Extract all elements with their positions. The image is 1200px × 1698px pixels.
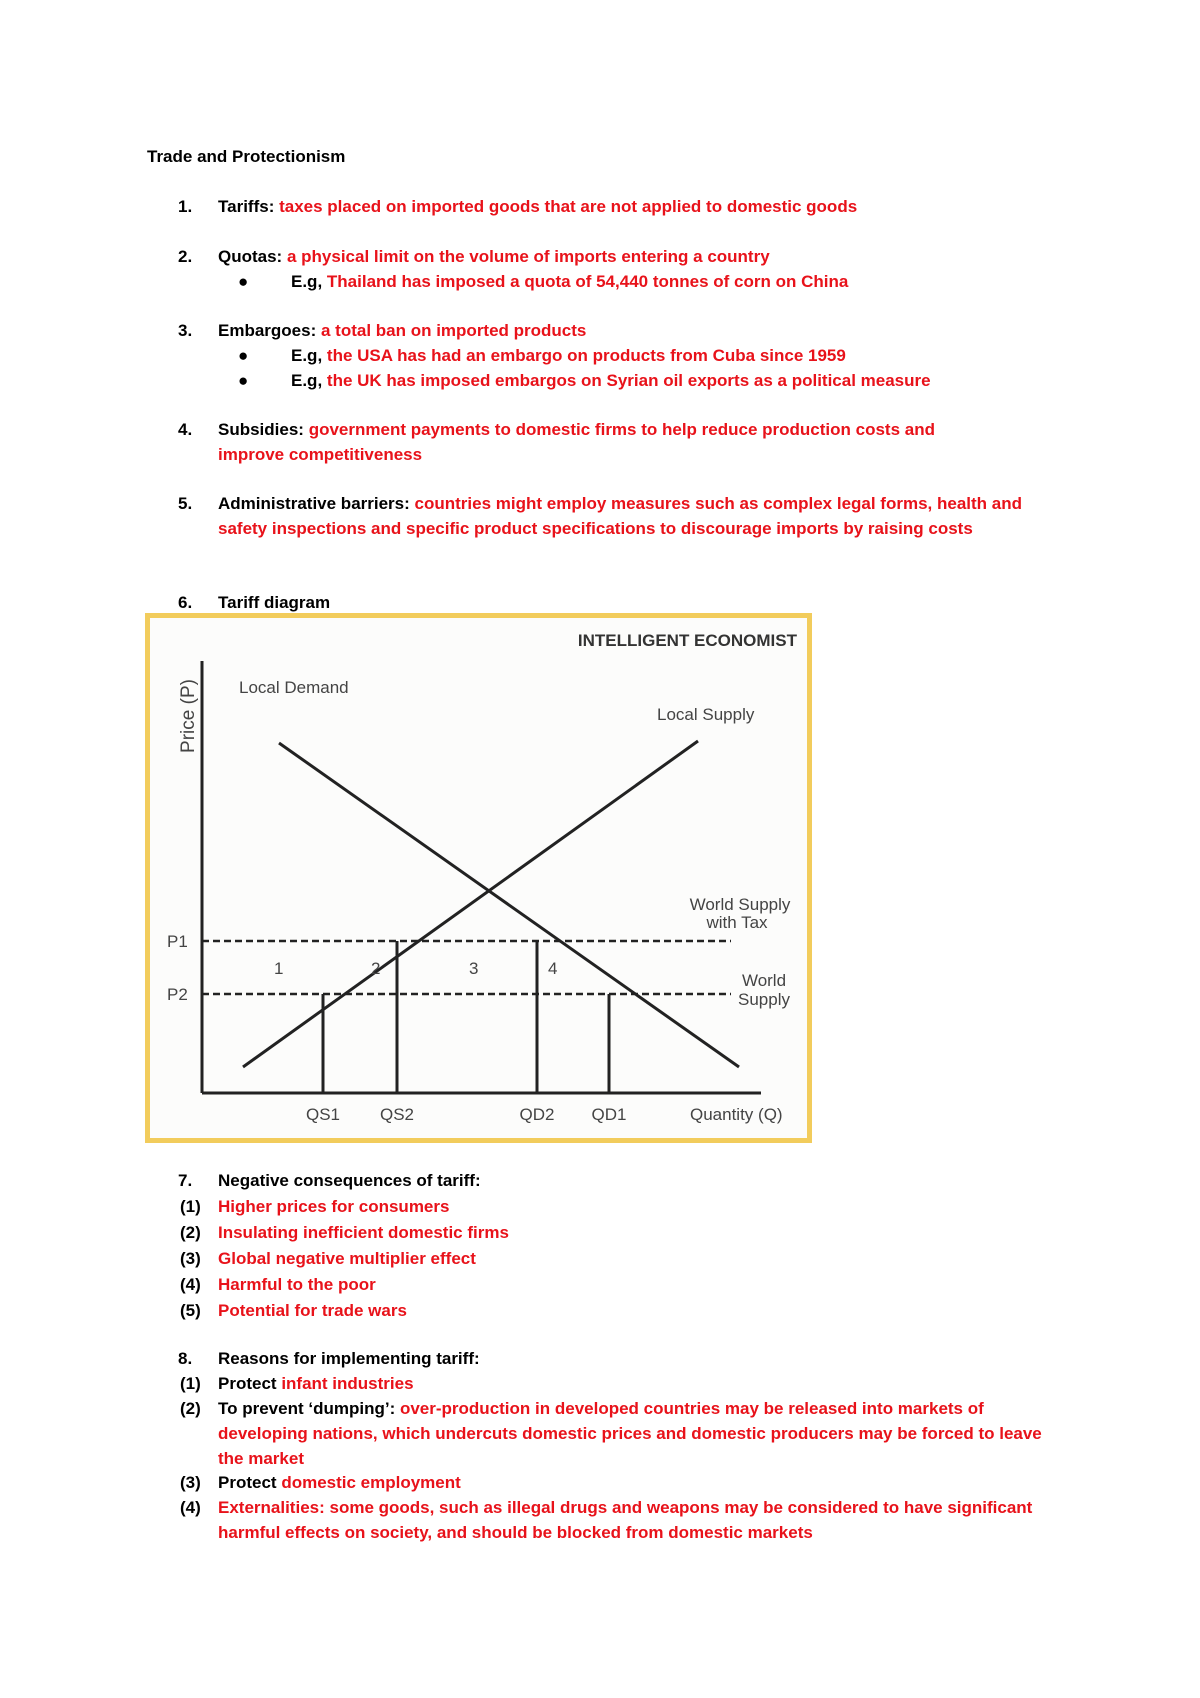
list-text: domestic employment [281,1473,461,1492]
item-definition: government payments to domestic firms to help reduce production costs and improve competitiveness [218,420,935,464]
world-supply-tax-label-2: with Tax [706,913,768,932]
item-label: Tariffs: [218,197,275,216]
brand-logo: INTELLIGENT ECONOMIST [577,631,797,650]
list-number: (1) [180,1197,201,1216]
bullet-prefix: E.g, [291,346,323,365]
list-text: Insulating inefficient domestic firms [218,1223,509,1242]
item-number: 7. [178,1171,193,1190]
list-item [180,1298,1040,1323]
list-text: Potential for trade wars [218,1301,407,1320]
local-demand-curve [279,743,739,1067]
qd2-label: QD2 [519,1105,555,1124]
item-subsidies [180,417,960,467]
x-axis-label: Quantity (Q) [690,1105,783,1124]
list-item [180,1396,1050,1471]
area-4-label: 4 [548,959,558,978]
item-definition: a physical limit on the volume of imports entering a country [286,247,770,266]
list-text: over-production in developed countries may be released into markets of developing nations, which undercuts domestic prices and domestic producers may be forced to leave the market [218,1399,1042,1468]
item-label: Subsidies: [218,420,304,439]
qs2-label: QS2 [379,1105,415,1124]
bullet-icon: ● [238,272,249,291]
area-2-label: 2 [371,959,381,978]
item-tariffs [180,194,1040,219]
list-lead: Protect [218,1374,277,1393]
bullet-item [238,368,1038,393]
list-text: Global negative multiplier effect [218,1249,476,1268]
tariff-diagram [150,618,807,1138]
item-quotas [180,244,1040,269]
list-number: (1) [180,1374,201,1393]
list-item [180,1470,1040,1495]
bullet-text: the USA has had an embargo on products from Cuba since 1959 [326,346,846,365]
list-number: (2) [180,1399,201,1418]
bullet-icon: ● [238,346,249,365]
item-negative-consequences [180,1168,1040,1193]
item-label: Reasons for implementing tariff: [218,1349,480,1368]
bullet-text: the UK has imposed embargos on Syrian oil exports as a political measure [326,371,931,390]
item-label: Quotas: [218,247,283,266]
list-item [180,1371,1040,1396]
list-item [180,1220,1040,1245]
item-number: 4. [178,420,193,439]
list-number: (3) [180,1249,201,1268]
list-text: Higher prices for consumers [218,1197,450,1216]
list-number: (3) [180,1473,201,1492]
bullet-prefix: E.g, [291,272,323,291]
tariff-diagram-figure [145,613,812,1143]
item-tariff-diagram [180,590,1040,615]
item-definition: a total ban on imported products [320,321,587,340]
item-number: 5. [178,494,193,513]
bullet-prefix: E.g, [291,371,323,390]
item-number: 8. [178,1349,193,1368]
item-reasons [180,1346,1040,1371]
bullet-text: Thailand has imposed a quota of 54,440 tonnes of corn on China [326,272,849,291]
list-text: infant industries [281,1374,414,1393]
item-label: Negative consequences of tariff: [218,1171,481,1190]
item-label: Tariff diagram [218,593,331,612]
list-number: (4) [180,1498,201,1517]
qd1-label: QD1 [591,1105,627,1124]
item-number: 3. [178,321,193,340]
world-supply-label-1: World [741,971,787,990]
list-item [180,1246,1040,1271]
item-embargoes [180,318,1040,343]
list-number: (2) [180,1223,201,1242]
list-text: Harmful to the poor [218,1275,376,1294]
local-demand-label: Local Demand [239,678,349,697]
bullet-item [238,343,1038,368]
list-number: (5) [180,1301,201,1320]
list-number: (4) [180,1275,201,1294]
y-axis-label: Price (P) [178,679,199,753]
item-label: Administrative barriers: [218,494,410,513]
item-label: Embargoes: [218,321,317,340]
list-lead: Protect [218,1473,277,1492]
area-1-label: 1 [274,959,284,978]
item-number: 1. [178,197,193,216]
bullet-icon: ● [238,371,249,390]
item-number: 6. [178,593,193,612]
price-p1-label: P1 [167,932,188,951]
area-3-label: 3 [469,959,479,978]
world-supply-label-2: Supply [738,990,790,1009]
bullet-item [238,269,1038,294]
local-supply-curve [243,741,698,1067]
item-definition: taxes placed on imported goods that are not applied to domestic goods [279,197,858,216]
list-item [180,1495,1050,1545]
world-supply-tax-label-1: World Supply [689,895,791,914]
item-administrative-barriers [180,491,1050,541]
local-supply-label: Local Supply [657,705,755,724]
price-p2-label: P2 [167,985,188,1004]
list-item [180,1194,1040,1219]
item-number: 2. [178,247,193,266]
list-item [180,1272,1040,1297]
qs1-label: QS1 [305,1105,341,1124]
page-title: Trade and Protectionism [147,147,346,166]
item-definition: countries might employ measures such as complex legal forms, health and safety inspections and specific product specifications to discourage imports by raising costs [218,494,1022,538]
list-lead: To prevent ‘dumping’: [218,1399,396,1418]
list-text: Externalities: some goods, such as illegal drugs and weapons may be considered to have significant harmful effects on society, and should be blocked from domestic markets [218,1498,1033,1542]
